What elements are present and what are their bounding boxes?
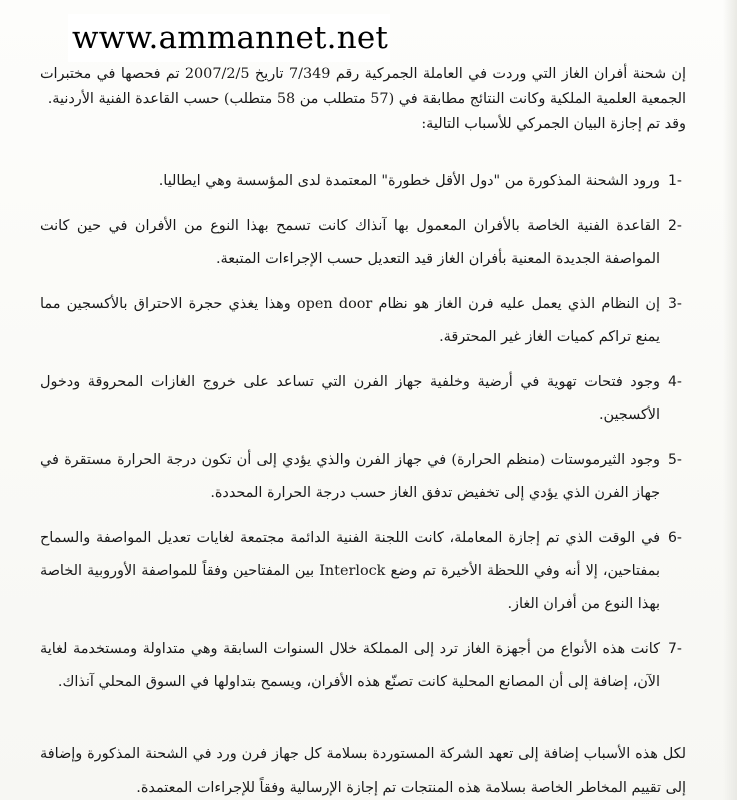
letter-body bbox=[40, 62, 686, 805]
reason-item bbox=[40, 522, 686, 621]
reason-text: في الوقت الذي تم إجازة المعاملة، كانت اللجنة الفنية الدائمة مجتمعة لغايات تعديل المواصفة والسماح بمفتاحين، إلا أنه وفي اللحظة الأخيرة تم وضع Interlock بين المفتاحين وفقاً للمواصفة الأوروبية الخاصة بهذا النوع من أفران الغاز. bbox=[40, 530, 660, 612]
reasons-list bbox=[40, 165, 686, 699]
reason-text: إن النظام الذي يعمل عليه فرن الغاز هو نظام open door وهذا يغذي حجرة الاحتراق بالأكسجين مما يمنع تراكم كميات الغاز غير المحترقة. bbox=[40, 296, 660, 345]
closing-paragraph: لكل هذه الأسباب إضافة إلى تعهد الشركة المستوردة بسلامة كل جهاز فرن ورد في الشحنة المذكورة وإضافة إلى تقييم المخاطر الخاصة بسلامة هذه المنتجات تم إجازة الإرسالية وفقاً للإجراءات المعتمدة. bbox=[40, 746, 686, 796]
reason-number: 6- bbox=[668, 530, 682, 546]
reason-text: وجود فتحات تهوية في أرضية وخلفية جهاز الفرن التي تساعد على خروج الغازات المحروقة ودخول الأكسجين. bbox=[40, 374, 660, 423]
reason-item bbox=[40, 210, 686, 276]
reason-number: 7- bbox=[668, 641, 682, 657]
reason-number: 2- bbox=[668, 218, 682, 234]
reason-text: القاعدة الفنية الخاصة بالأفران المعمول بها آنذاك كانت تسمح بهذا النوع من الأفران في حين كانت المواصفة الجديدة المعنية بأفران الغاز قيد التعديل حسب الإجراءات المتبعة. bbox=[40, 218, 660, 267]
reason-number: 5- bbox=[668, 452, 682, 468]
site-watermark: www.ammannet.net bbox=[68, 14, 390, 62]
reason-item bbox=[40, 288, 686, 354]
reason-number: 1- bbox=[668, 173, 682, 189]
intro-section bbox=[40, 62, 686, 137]
reason-item bbox=[40, 444, 686, 510]
intro-paragraph: إن شحنة أفران الغاز التي وردت في العاملة الجمركية رقم 7/349 تاريخ 2007/2/5 تم فحصها في مختبرات الجمعية العلمية الملكية وكانت النتائج مطابقة في (57 متطلب من 58 متطلب) حسب القاعدة الفنية الأردنية. bbox=[40, 66, 686, 107]
reason-item bbox=[40, 366, 686, 432]
intro-lead: وقد تم إجازة البيان الجمركي للأسباب التالية: bbox=[421, 116, 686, 132]
reason-item bbox=[40, 165, 686, 198]
closing-section bbox=[40, 737, 686, 805]
reason-text: كانت هذه الأنواع من أجهزة الغاز ترد إلى المملكة خلال السنوات السابقة وهي متداولة ومستخدمة لغاية الآن، إضافة إلى أن المصانع المحلية كانت تصنّع هذه الأفران، ويسمح بتداولها في السوق المحلي آنذاك. bbox=[40, 641, 660, 690]
reason-item bbox=[40, 633, 686, 699]
reason-text: وجود الثيرموستات (منظم الحرارة) في جهاز الفرن والذي يؤدي إلى أن تكون درجة الحرارة مستقرة في جهاز الفرن الذي يؤدي إلى تخفيض تدفق الغاز حسب درجة الحرارة المحددة. bbox=[40, 452, 660, 501]
scan-edge-shadow bbox=[723, 0, 737, 800]
reason-number: 3- bbox=[668, 296, 682, 312]
reason-text: ورود الشحنة المذكورة من "دول الأقل خطورة" المعتمدة لدى المؤسسة وهي ايطاليا. bbox=[158, 173, 660, 189]
reason-number: 4- bbox=[668, 374, 682, 390]
